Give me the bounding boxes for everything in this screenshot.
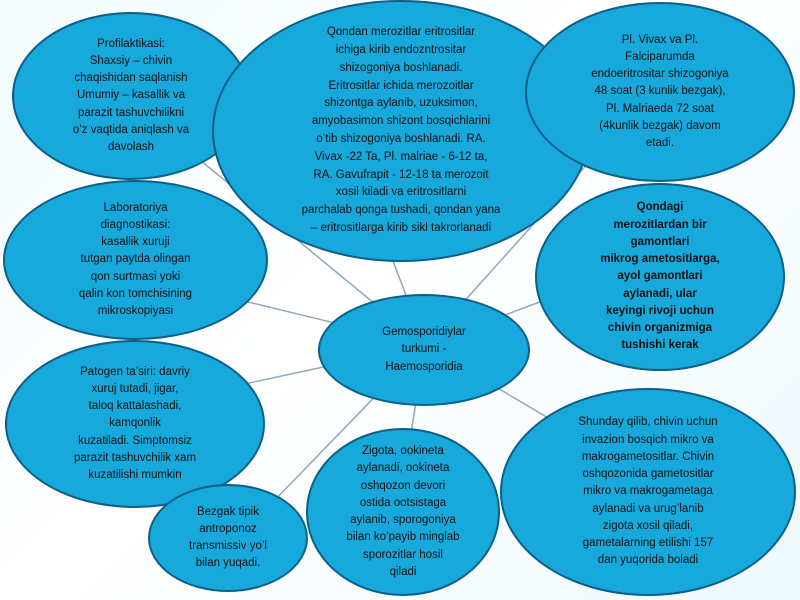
node-lab-diagnostics [3,180,268,340]
node-transmission [148,484,308,592]
node-gamonts [535,183,785,371]
node-gamonts-text: Qondagi merozitlardan bir gamontlari mikrog ametositlarga, ayol gamontlari aylanadi, ular keyingi rivoji uchun chivin organizmiga tushishi kerak [600,201,720,352]
node-schizogony-text: Qondan merozitlar eritrositlar ichiga kirib endozntrositar shizogoniya boshlanadi. Eritrositlar ichida merozoitlar shizontga aylanib, uzuksimon, amyobasimon shizont bosqichlarini o’tib shizogoniya boshlanadi. RA. Vivax -22 Ta, Pl. malriae - 6-12 ta, RA. Gavufrapit - 12-18 ta merozoit xosil kiladi va eritrositlarni parchalab qonga tushadi, qondan yana – eritrositlarga kirib sikl takrorlanadi [301,26,501,235]
node-center [318,294,530,406]
node-pathogen [5,340,265,508]
node-invasion-text: Shunday qilib, chivin uchun invazion bosqich mikro va makrogametositlar. Chivin oshqozonida gametositlar mikro va makrogametaga aylanadi va urug’lanib zigota xosil qiladi, gametalarning etilishi 157 dan yuqorida boladi [578,416,718,567]
node-center-text: Gemosporidiylar turkumi - Haemosporidia [382,326,466,373]
node-pathogen-text: Patogen ta’siri: davriy xuruj tutadi, jigar, taloq kattalashadi, kamqonlik kuzatiladi. Simptomsiz parazit tashuvchilik xam kuzatilishi mumkin [73,365,197,482]
node-lab-diagnostics-text: Laboratoriya diagnostikasi: kasallik xuruji tutgan paytda olingan qon surtmasi yoki qalin kon tomchisining mikroskopiyasi [78,201,193,318]
node-zygote [306,428,500,596]
node-transmission-text: Bezgak tipik antroponoz transmissiv yo’l bilan yuqadi. [189,505,267,570]
node-schizogony [212,0,590,262]
node-invasion [500,388,796,596]
node-prophylaxis-text: Profilaktikasi: Shaxsiy – chivin chaqishidan saqlanish Umumiy – kasallik va parazit tashuvchilikni o’z vaqtida aniqlash va davolash [72,37,190,154]
node-vivax-falciparum [525,2,795,182]
node-zygote-text: Zigota, ookineta aylanadi, ookineta oshqozon devori ostida ootsistaga aylanib, sporogoniya bilan ko’payib minglab sporozitlar hosil qiladi [346,445,460,578]
node-vivax-falciparum-text: Pl. Vivax va Pl. Falciparumda endoeritrositar shizogoniya 48 soat (3 kunlik bezgak), Pl. Malriaeda 72 soat (4kunlik bezgak) davom etadi. [591,33,729,150]
